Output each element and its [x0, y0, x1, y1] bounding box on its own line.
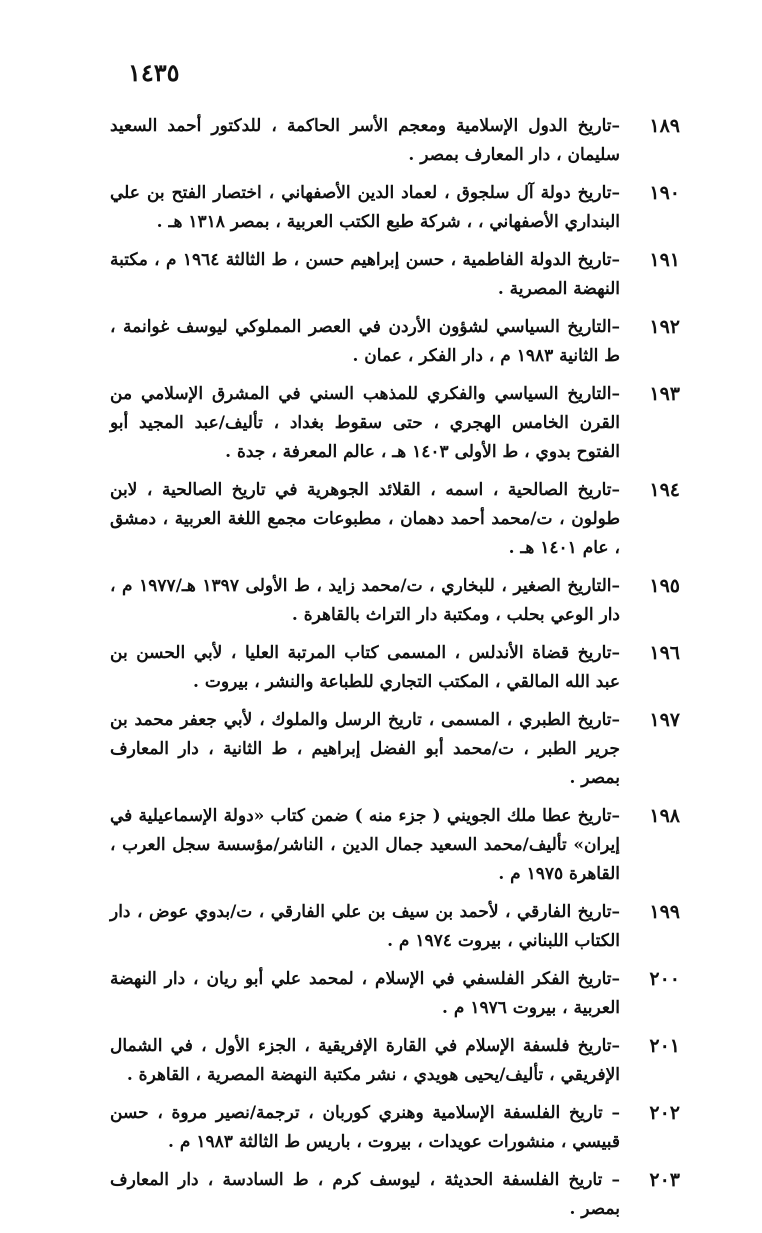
bibliography-entry [110, 476, 680, 563]
entry-text: –التاريخ الصغير ، للبخاري ، ت/محمد زايد ، ط الأولى ١٣٩٧ هـ/١٩٧٧ م ، دار الوعي بحلب ، ومكتبة دار التراث بالقاهرة . [110, 576, 620, 625]
entry-number: ٢٠٢ [649, 1102, 680, 1124]
bibliography-entry [110, 380, 680, 467]
entry-text: – تاريخ الفلسفة الإسلامية وهنري كوربان ، ترجمة/نصير مروة ، حسن قبيسي ، منشورات عويدات ، بيروت ، باريس ط الثالثة ١٩٨٣ م . [110, 1103, 620, 1152]
bibliography-entry [110, 639, 680, 697]
entry-text: –تاريخ الفكر الفلسفي في الإسلام ، لمحمد علي أبو ريان ، دار النهضة العربية ، بيروت ١٩٧٦ م . [110, 969, 620, 1018]
bibliography-entry [110, 572, 680, 630]
bibliography-entry [110, 1099, 680, 1157]
entry-number: ١٨٩ [649, 115, 680, 137]
entry-number: ١٩١ [649, 249, 680, 271]
entry-number: ١٩٥ [649, 575, 680, 597]
entry-number: ٢٠١ [649, 1035, 680, 1057]
entry-text: –تاريخ الفارقي ، لأحمد بن سيف بن علي الفارقي ، ت/بدوي عوض ، دار الكتاب اللبناني ، بيروت ١٩٧٤ م . [110, 902, 620, 951]
entry-number: ١٩٣ [649, 383, 680, 405]
entry-text: –تاريخ الدولة الفاطمية ، حسن إبراهيم حسن ، ط الثالثة ١٩٦٤ م ، مكتبة النهضة المصرية . [110, 250, 621, 299]
entry-text: –التاريخ السياسي لشؤون الأردن في العصر المملوكي ليوسف غوانمة ، ط الثانية ١٩٨٣ م ، دار الفكر ، عمان . [110, 317, 620, 366]
entry-number: ١٩٢ [649, 316, 680, 338]
entry-text: –تاريخ الطبري ، المسمى ، تاريخ الرسل والملوك ، لأبي جعفر محمد بن جرير الطبر ، ت/محمد أبو الفضل إبراهيم ، ط الثانية ، دار المعارف بمصر . [110, 710, 620, 788]
bibliography-list [110, 112, 680, 1233]
entry-text: –تاريخ قضاة الأندلس ، المسمى كتاب المرتبة العليا ، لأبي الحسن بن عبد الله المالقي ، المكتب التجاري للطباعة والنشر ، بيروت . [110, 643, 620, 692]
bibliography-entry [110, 965, 680, 1023]
entry-number: ١٩٦ [649, 642, 680, 664]
bibliography-entry [110, 1166, 680, 1224]
entry-number: ١٩٨ [649, 805, 680, 827]
bibliography-entry [110, 313, 680, 371]
entry-number: ٢٠٣ [649, 1169, 680, 1191]
bibliography-entry [110, 802, 680, 889]
entry-text: –التاريخ السياسي والفكري للمذهب السني في المشرق الإسلامي من القرن الخامس الهجري ، حتى سقوط بغداد ، تأليف/عبد المجيد أبو الفتوح بدوي ، ط الأولى ١٤٠٣ هـ ، عالم المعرفة ، جدة . [110, 384, 620, 462]
bibliography-entry [110, 179, 680, 237]
bibliography-entry [110, 1032, 680, 1090]
entry-text: –تاريخ الدول الإسلامية ومعجم الأسر الحاكمة ، للدكتور أحمد السعيد سليمان ، دار المعارف بمصر . [110, 116, 621, 165]
entry-number: ٢٠٠ [649, 968, 680, 990]
bibliography-entry [110, 706, 680, 793]
entry-text: –تاريخ فلسفة الإسلام في القارة الإفريقية ، الجزء الأول ، في الشمال الإفريقي ، تأليف/يحيى هويدي ، نشر مكتبة النهضة المصرية ، القاهرة . [110, 1036, 620, 1085]
bibliography-entry [110, 112, 680, 170]
entry-text: –تاريخ عطا ملك الجويني ( جزء منه ) ضمن كتاب «دولة الإسماعيلية في إيران» تأليف/محمد السعيد جمال الدين ، الناشر/مؤسسة سجل العرب ، القاهرة ١٩٧٥ م . [110, 806, 620, 884]
entry-text: –تاريخ دولة آل سلجوق ، لعماد الدين الأصفهاني ، اختصار الفتح بن علي البنداري الأصفهاني ، ، شركة طبع الكتب العربية ، بمصر ١٣١٨ هـ . [110, 183, 620, 232]
entry-text: – تاريخ الفلسفة الحديثة ، ليوسف كرم ، ط السادسة ، دار المعارف بمصر . [110, 1170, 620, 1219]
entry-number: ١٩٤ [649, 479, 680, 501]
entry-number: ١٩٠ [649, 182, 680, 204]
entry-number: ١٩٧ [649, 709, 680, 731]
entry-number: ١٩٩ [649, 901, 680, 923]
bibliography-entry [110, 246, 680, 304]
page-number: ١٤٣٥ [128, 58, 180, 87]
bibliography-entry [110, 898, 680, 956]
entry-text: –تاريخ الصالحية ، اسمه ، القلائد الجوهرية في تاريخ الصالحية ، لابن طولون ، ت/محمد أحمد دهمان ، مطبوعات مجمع اللغة العربية ، دمشق ، عام ١٤٠١ هـ . [110, 480, 620, 558]
